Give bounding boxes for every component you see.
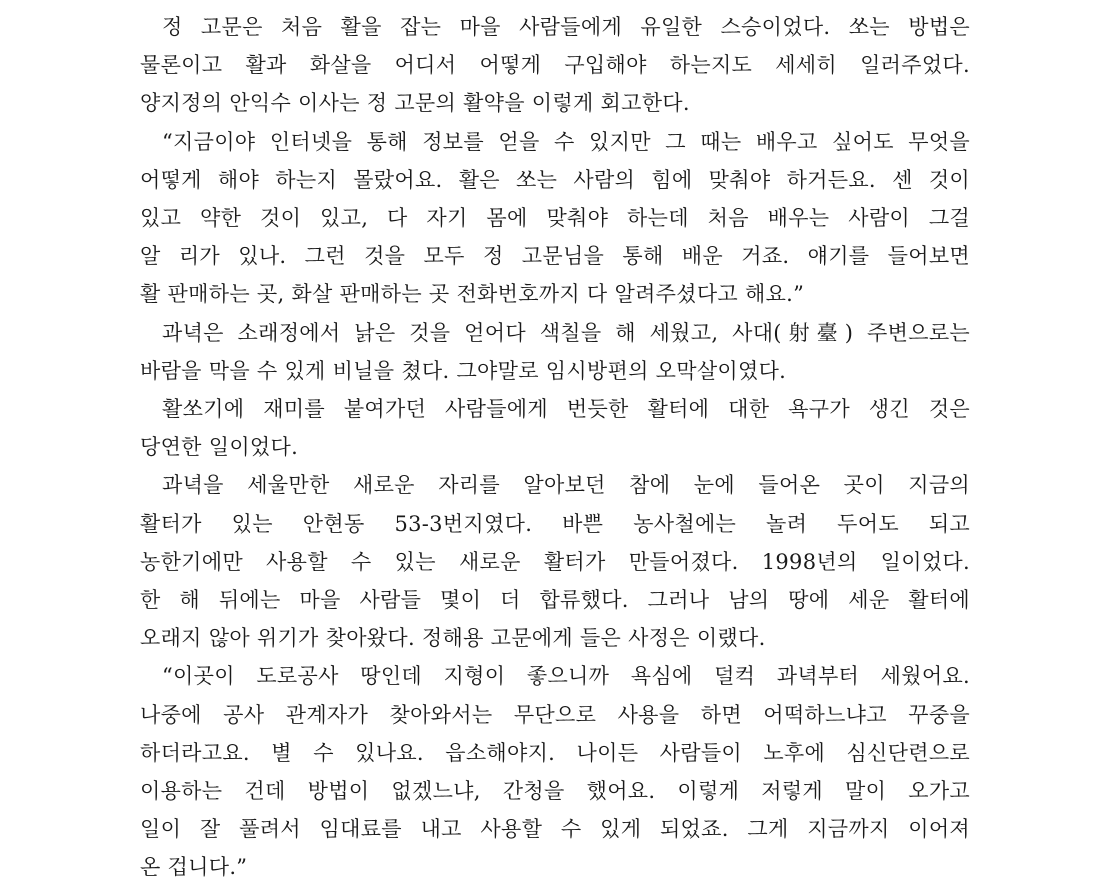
text-line: “지금이야 인터넷을 통해 정보를 얻을 수 있지만 그 때는 배우고 싶어도 무엇을	[162, 129, 970, 154]
paragraph-5	[140, 466, 970, 657]
text-line: 물론이고 활과 화살을 어디서 어떻게 구입해야 하는지도 세세히 일러주었다.	[140, 53, 970, 78]
text-line: “이곳이 도로공사 땅인데 지형이 좋으니까 욕심에 덜컥 과녁부터 세웠어요.	[162, 664, 970, 689]
text-line: 활터가 있는 안현동 53-3번지였다. 바쁜 농사철에는 놀려 두어도 되고	[140, 511, 970, 536]
text-line: 과녁을 세울만한 새로운 자리를 알아보던 참에 눈에 들어온 곳이 지금의	[162, 473, 970, 498]
text-line: 정 고문은 처음 활을 잡는 마을 사람들에게 유일한 스승이었다. 쏘는 방법은	[162, 15, 970, 39]
text-line: 활 판매하는 곳, 화살 판매하는 곳 전화번호까지 다 알려주셨다고 해요.”	[140, 282, 805, 307]
text-line: 당연한 일이었다.	[140, 435, 299, 460]
paragraph-4	[140, 390, 970, 466]
text-line: 이용하는 건데 방법이 없겠느냐, 간청을 했어요. 이렇게 저렇게 말이 오가고	[140, 779, 970, 804]
text-line: 있고 약한 것이 있고, 다 자기 몸에 맞춰야 하는데 처음 배우는 사람이 그걸	[140, 206, 970, 231]
text-line: 오래지 않아 위기가 찾아왔다. 정해용 고문에게 들은 사정은 이랬다.	[140, 626, 766, 651]
text-line: 활쏘기에 재미를 붙여가던 사람들에게 번듯한 활터에 대한 욕구가 생긴 것은	[162, 397, 970, 422]
document-page	[140, 8, 970, 880]
text-line: 바람을 막을 수 있게 비닐을 쳤다. 그야말로 임시방편의 오막살이였다.	[140, 358, 787, 383]
text-line: 어떻게 해야 하는지 몰랐어요. 활은 쏘는 사람의 힘에 맞춰야 하거든요. 센 것이	[140, 167, 970, 192]
text-line: 알 리가 있나. 그런 것을 모두 정 고문님을 통해 배운 거죠. 얘기를 들어보면	[140, 244, 970, 269]
text-line: 일이 잘 풀려서 임대료를 내고 사용할 수 있게 되었죠. 그게 지금까지 이어져	[140, 817, 970, 842]
text-line: 양지정의 안익수 이사는 정 고문의 활약을 이렇게 회고한다.	[140, 91, 690, 116]
text-line: 하더라고요. 별 수 있나요. 읍소해야지. 나이든 사람들이 노후에 심신단련으로	[140, 740, 970, 765]
paragraph-3	[140, 314, 970, 390]
paragraph-1	[140, 8, 970, 123]
paragraph-2-quote	[140, 123, 970, 314]
text-line: 나중에 공사 관계자가 찾아와서는 무단으로 사용을 하면 어떡하느냐고 꾸중을	[140, 702, 970, 727]
text-line: 과녁은 소래정에서 낡은 것을 얻어다 색칠을 해 세웠고, 사대(射臺) 주변으로는	[162, 320, 970, 345]
text-line: 한 해 뒤에는 마을 사람들 몇이 더 합류했다. 그러나 남의 땅에 세운 활터에	[140, 588, 970, 613]
paragraph-6-quote	[140, 657, 970, 886]
text-line: 온 겁니다.”	[140, 855, 248, 880]
text-line: 농한기에만 사용할 수 있는 새로운 활터가 만들어졌다. 1998년의 일이었다.	[140, 549, 970, 574]
